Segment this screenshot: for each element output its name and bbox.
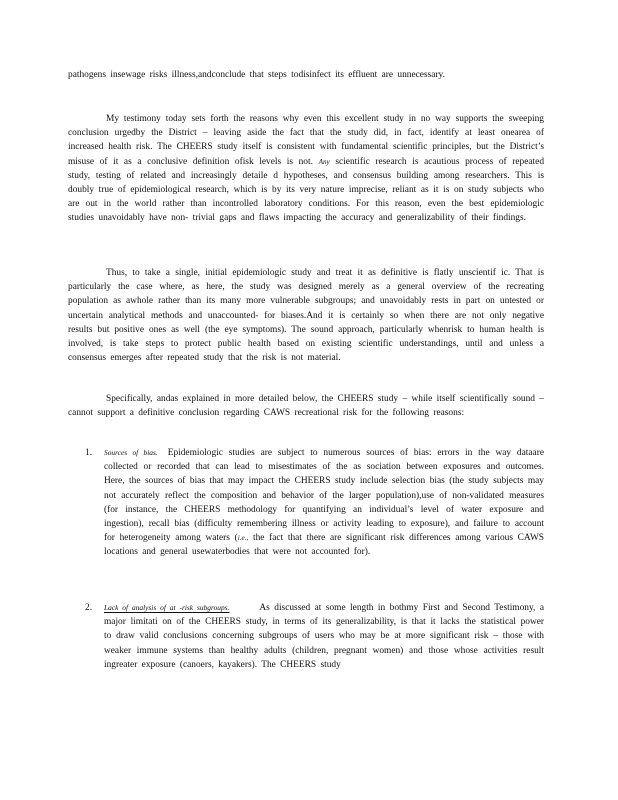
list-item-text: the fact that there are significant risk differences among various CAWS locations and general usewaterbodies that were not accounted for). <box>104 533 545 558</box>
paragraph-continuation <box>68 68 544 82</box>
paragraph-text: Specifically, andas explained in more detailed below, the CHEERS study – while itself scientifically sound – cannot support a definitive conclusion regarding CAWS recreational risk for the following reasons: <box>68 394 544 419</box>
list-item-lack-of-analysis <box>85 601 544 672</box>
list-item-text: As discussed at some length in bothmy First and Second Testimony, a major limitati on of the CHEERS study, in terms of its generalizability, is that it lacks the statistical power to draw valid conclusions concerning subgroups of users who may be at more significant risk – those with weaker immune systems than healthy adults (children, pregnant women) and those whose activities result ingreater exposure (canoers, kayakers). The CHEERS study <box>104 603 544 670</box>
italic-abbreviation: i.e., <box>237 534 249 543</box>
list-item-sources-of-bias: 1. Sources of bias. Epidemiologic studies are subject to numerous sources of bias: errors in the way dataare collected or recorded that can lead to misestimates of the as sociation between exposures and outcomes. Here, the sources of bias that may impact the CHEERS study include selection bias (the study subjects may not accurately reflect the composition and behavior of the larger population),use of non-validated measures (for instance, the CHEERS methodology for quantifying an individual’s level of water exposure and ingestion), recall bias (difficulty remembering illness or activity leading to exposure), and failure to account for heterogeneity among waters (i.e., the fact that there are significant risk differences among various CAWS locations and general usewaterbodies that were not accounted for). <box>85 448 545 558</box>
list-number: 2. <box>85 603 93 613</box>
paragraph-text: My testimony today sets forth the reasons why even this excellent study in no way supports the sweeping conclusion urgedby the District – leaving aside the fact that the study did, in fact, identify at least onearea of increased health risk. The CHEERS study itself is consistent with fundamental scientific principles, but the District’s misuse of it as a conclusive definition ofisk levels is not. <box>68 114 544 167</box>
italic-word: Any <box>318 157 330 166</box>
list-number: 1. <box>85 448 93 458</box>
paragraph-text: scientific research is acautious process of repeated study, testing of related and increasingly detaile d hypotheses, and consensus building among researchers. This is doubly true of epidemiological research, which is by its very nature imprecise, reliant as it is on study subjects who are out in the world rather than incontrolled laboratory conditions. For this reason, even the best epidemiologic studies unavoidably have non- trivial gaps and flaws impacting the accuracy and generalizability of their findings. <box>68 156 545 224</box>
paragraph-text: pathogens insewage risks illness,andconclude that steps todisinfect its effluent are unnecessary. <box>68 70 445 80</box>
list-item-text: Epidemiologic studies are subject to numerous sources of bias: errors in the way dataare collected or recorded that can lead to misestimates of the as sociation between exposures and outcomes. Here, the sources of bias that may impact the CHEERS study include selection bias (the study subjects may not accurately reflect the composition and behavior of the larger population),use of non-validated measures (for instance, the CHEERS methodology for quantifying an individual’s level of water exposure and ingestion), recall bias (difficulty remembering illness or activity leading to exposure), and failure to account for heterogeneity among waters <box>104 448 544 544</box>
list-item-heading: Lack of analysis of at -risk subgroups. <box>104 603 230 612</box>
paragraph-single-study <box>68 266 544 365</box>
list-item-heading: Sources of bias. <box>104 448 158 457</box>
paragraph-text: Thus, to take a single, initial epidemiologic study and treat it as definitive is flatly unscientif ic. That is particularly the case where, as here, the study was designed merely as a general overview of the recreating population as awhole rather than its many more vulnerable subgroups; and unavoidably rests in part on untested or uncertain analytical methods and unaccounted- for biases.And it is certainly so when there are not only negative results but positive ones as well (the eye symptoms). The sound approach, particularly whenrisk to human health is involved, is take steps to protect public health based on existing scientific understandings, until and unless a consensus emerges after repeated study that the risk is not material. <box>68 268 544 364</box>
paragraph-specifically <box>68 392 544 420</box>
paragraph-testimony <box>68 112 544 226</box>
